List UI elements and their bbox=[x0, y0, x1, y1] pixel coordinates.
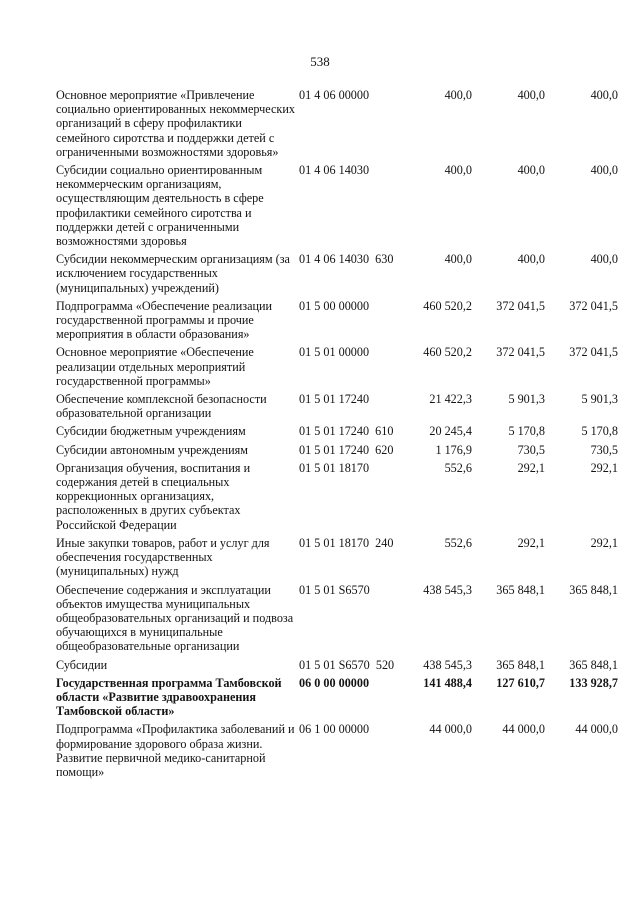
page-number: 538 bbox=[310, 54, 330, 69]
row-code bbox=[299, 583, 402, 658]
row-code bbox=[299, 163, 402, 252]
table-row bbox=[56, 443, 618, 461]
amount-year-2: 400,0 bbox=[517, 163, 545, 178]
row-name: Обеспечение комплексной безопасности образовательной организации bbox=[56, 392, 267, 421]
target-article-code: 01 5 00 00000 bbox=[299, 298, 370, 313]
row-name: Организация обучения, воспитания и содержания детей в специальных коррекционных организациях, расположенных в других субъектах Российской Федерации bbox=[56, 460, 251, 532]
row-name: Субсидии бюджетным учреждениям bbox=[56, 424, 246, 439]
expense-group-code: 610 bbox=[375, 424, 394, 439]
amount-year-2: 400,0 bbox=[517, 252, 545, 267]
row-code bbox=[299, 676, 402, 723]
row-name: Основное мероприятие «Обеспечение реализации отдельных мероприятий государственной программы» bbox=[56, 345, 254, 388]
amount-year-3: 400,0 bbox=[590, 88, 618, 102]
target-article-code: 01 5 01 18170 bbox=[299, 460, 370, 475]
amount-year-1: 438 545,3 bbox=[423, 582, 472, 597]
target-article-code: 06 1 00 00000 bbox=[299, 722, 370, 737]
amount-year-2: 292,1 bbox=[517, 535, 545, 550]
amount-year-1: 141 488,4 bbox=[423, 675, 472, 690]
amount-year-3: 400,0 bbox=[590, 252, 618, 267]
row-name: Иные закупки товаров, работ и услуг для обеспечения государственных (муниципальных) нужд bbox=[56, 535, 270, 579]
amount-year-2: 372 041,5 bbox=[496, 298, 545, 313]
row-code bbox=[299, 424, 402, 442]
amount-year-3: 5 170,8 bbox=[581, 424, 618, 439]
row-name: Субсидии автономным учреждениям bbox=[56, 442, 248, 457]
table-row bbox=[56, 252, 618, 299]
amount-year-3: 400,0 bbox=[590, 163, 618, 178]
amount-year-1: 460 520,2 bbox=[423, 345, 472, 360]
table-row bbox=[56, 676, 618, 723]
amount-year-3: 5 901,3 bbox=[581, 392, 618, 407]
table-row bbox=[56, 345, 618, 392]
row-code bbox=[299, 392, 402, 424]
amount-year-2: 5 901,3 bbox=[508, 392, 545, 407]
target-article-code: 01 4 06 14030 bbox=[299, 252, 370, 267]
row-name: Субсидии некоммерческим организациям (за исключением государственных (муниципальных) учреждений) bbox=[56, 252, 290, 295]
amount-year-3: 133 928,7 bbox=[569, 675, 618, 690]
amount-year-3: 372 041,5 bbox=[569, 298, 618, 313]
amount-year-2: 127 610,7 bbox=[496, 675, 545, 690]
table-row bbox=[56, 299, 618, 346]
amount-year-1: 44 000,0 bbox=[429, 722, 472, 737]
row-code bbox=[299, 252, 402, 299]
table-row bbox=[56, 163, 618, 252]
row-code bbox=[299, 461, 402, 536]
row-code bbox=[299, 88, 402, 163]
target-article-code: 01 5 01 17240 bbox=[299, 424, 370, 439]
amount-year-2: 44 000,0 bbox=[502, 722, 545, 737]
target-article-code: 01 5 01 S6570 bbox=[299, 582, 370, 597]
table-row bbox=[56, 722, 618, 783]
table-row bbox=[56, 536, 618, 583]
table-row bbox=[56, 461, 618, 536]
row-code bbox=[299, 722, 402, 783]
amount-year-1: 21 422,3 bbox=[429, 392, 472, 407]
target-article-code: 01 5 01 17240 bbox=[299, 392, 370, 407]
amount-year-1: 400,0 bbox=[444, 252, 472, 267]
row-name: Подпрограмма «Профилактика заболеваний и формирование здорового образа жизни. Развитие первичной медико-санитарной помощи» bbox=[56, 722, 295, 779]
amount-year-1: 552,6 bbox=[444, 460, 472, 475]
amount-year-3: 365 848,1 bbox=[569, 582, 618, 597]
table-row bbox=[56, 88, 618, 163]
budget-table bbox=[56, 88, 618, 783]
target-article-code: 06 0 00 00000 bbox=[299, 675, 370, 690]
target-article-code: 01 5 01 S6570 bbox=[299, 657, 370, 672]
row-name: Основное мероприятие «Привлечение социально ориентированных некоммерческих организаций в сферу профилактики семейного сиротства и поддержки детей с ограниченными возможностями здоровья» bbox=[56, 88, 295, 159]
row-name: Субсидии bbox=[56, 657, 108, 672]
amount-year-1: 400,0 bbox=[444, 163, 472, 178]
amount-year-3: 365 848,1 bbox=[569, 657, 618, 672]
row-code bbox=[299, 443, 402, 461]
row-code bbox=[299, 536, 402, 583]
amount-year-1: 438 545,3 bbox=[423, 657, 472, 672]
amount-year-1: 460 520,2 bbox=[423, 298, 472, 313]
amount-year-3: 44 000,0 bbox=[575, 722, 618, 737]
expense-group-code: 620 bbox=[375, 442, 394, 457]
amount-year-2: 292,1 bbox=[517, 460, 545, 475]
table-row bbox=[56, 392, 618, 424]
table-row bbox=[56, 658, 618, 676]
row-code bbox=[299, 345, 402, 392]
target-article-code: 01 5 01 18170 bbox=[299, 535, 370, 550]
amount-year-2: 400,0 bbox=[517, 88, 545, 102]
expense-group-code: 520 bbox=[375, 657, 395, 672]
target-article-code: 01 4 06 00000 bbox=[299, 88, 370, 102]
row-name: Государственная программа Тамбовской области «Развитие здравоохранения Тамбовской области» bbox=[56, 675, 282, 719]
amount-year-3: 730,5 bbox=[590, 442, 618, 457]
target-article-code: 01 5 01 17240 bbox=[299, 442, 370, 457]
amount-year-2: 365 848,1 bbox=[496, 582, 545, 597]
expense-group-code: 630 bbox=[375, 252, 394, 267]
amount-year-1: 552,6 bbox=[444, 535, 472, 550]
table-row bbox=[56, 583, 618, 658]
amount-year-3: 292,1 bbox=[590, 460, 618, 475]
amount-year-2: 5 170,8 bbox=[508, 424, 545, 439]
amount-year-3: 292,1 bbox=[590, 535, 618, 550]
target-article-code: 01 5 01 00000 bbox=[299, 345, 370, 360]
amount-year-2: 372 041,5 bbox=[496, 345, 545, 360]
row-code bbox=[299, 658, 402, 676]
expense-group-code: 240 bbox=[375, 535, 394, 550]
row-name: Подпрограмма «Обеспечение реализации государственной программы и прочие мероприятия в области образования» bbox=[56, 298, 273, 342]
amount-year-1: 1 176,9 bbox=[435, 442, 472, 457]
table-row bbox=[56, 424, 618, 442]
row-code bbox=[299, 299, 402, 346]
budget-table-body bbox=[56, 88, 618, 783]
amount-year-1: 20 245,4 bbox=[429, 424, 472, 439]
row-name: Субсидии социально ориентированным некоммерческим организациям, осуществляющим деятельность в сфере профилактики семейного сиротства и поддержки детей с ограниченными возможностями здоровья bbox=[56, 163, 264, 249]
amount-year-2: 730,5 bbox=[517, 442, 545, 457]
row-name: Обеспечение содержания и эксплуатации объектов имущества муниципальных общеобразовательных организаций и подвоза обучающихся в муниципальные общеобразовательные организации bbox=[56, 582, 294, 654]
amount-year-2: 365 848,1 bbox=[496, 657, 545, 672]
target-article-code: 01 4 06 14030 bbox=[299, 163, 370, 178]
amount-year-1: 400,0 bbox=[444, 88, 472, 102]
amount-year-3: 372 041,5 bbox=[569, 345, 618, 360]
